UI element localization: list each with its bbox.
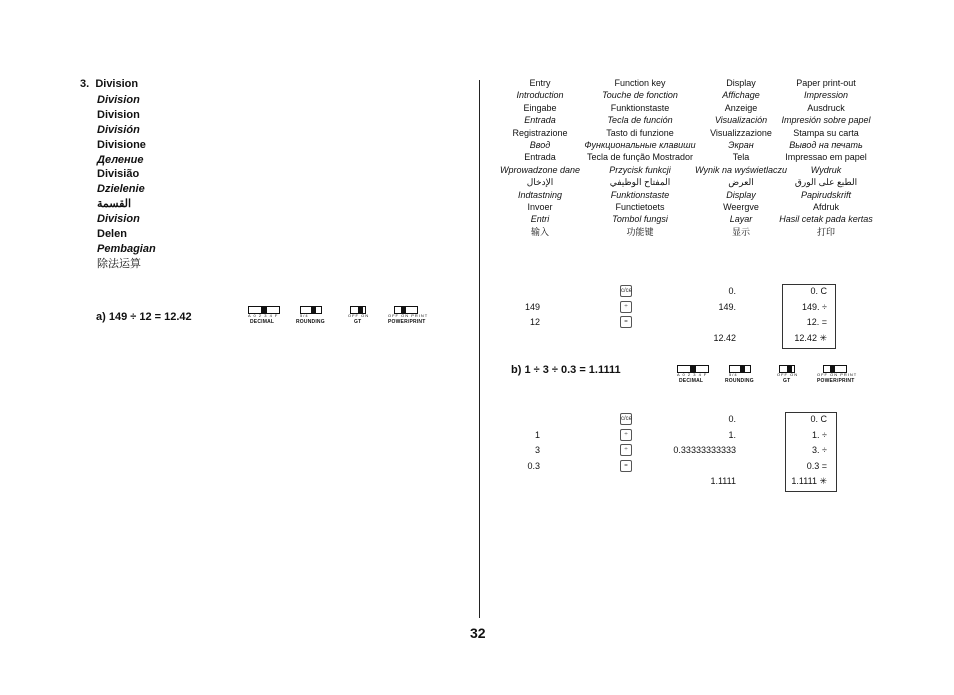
power-label: POWER/PRINT [388,319,426,325]
header-row [490,189,890,201]
page-number: 32 [470,625,486,641]
function-key-icon: ÷ [620,429,632,441]
tape-value: 1.1111 ✳ [791,476,827,486]
header-cell: Paper print-out [796,78,856,88]
display-value: 0. [728,286,736,296]
header-cell: Indtastning [517,189,563,200]
tape-value: 0.3 = [806,460,827,471]
gt-ticks: OFF ON [348,313,370,318]
language-title: Division [97,108,140,121]
header-cell: Funktionstaste [610,189,670,200]
display-value: 12.42 [713,332,736,343]
header-row [490,127,890,139]
header-cell: Функциональные клавиши [584,140,696,150]
header-cell: Layar [729,214,753,225]
header-cell: Wynik na wyświetlaczu [694,164,788,175]
tape-value: 3. ÷ [812,445,827,455]
decimal-ticks-b: A 0 2 3 4 F [677,372,708,377]
header-cell: Wydruk [810,164,842,175]
tape-value: 149. ÷ [802,301,827,312]
header-cell: Impresión sobre papel [781,115,871,126]
header-cell: Eingabe [523,102,557,113]
header-row [490,151,890,163]
gt-ticks-b: OFF ON [777,372,799,377]
tape-value: 0. C [810,414,827,424]
header-cell: Function key [614,78,666,88]
header-cell: Impression [803,90,849,101]
header-row [490,139,890,151]
header-cell: العرض [728,177,754,188]
header-cell: Invoer [527,202,553,212]
section-number: 3. [80,78,90,90]
function-key-icon: = [620,460,632,472]
power-ticks: OFF ON PRINT [388,313,429,318]
display-value: 1. [728,429,736,440]
header-cell: Visualización [714,115,768,126]
header-cell: Visualizzazione [710,127,772,138]
language-title: Деление [97,153,144,166]
display-value: 1.1111 [710,476,736,486]
function-key-icon: c/ce [620,285,632,297]
gt-label-b: GT [783,378,791,384]
tape-value: 12.42 ✳ [794,332,827,343]
rounding-label: ROUNDING [296,319,325,325]
header-cell: Tasto di funzione [606,127,674,138]
header-cell: Stampa su carta [793,127,859,138]
header-cell: 输入 [530,226,550,237]
header-cell: Papirudskrift [800,189,852,200]
header-cell: Impressao em papel [785,152,867,163]
language-title: 除法运算 [97,257,141,270]
language-title: Delen [97,228,127,241]
header-cell: Tecla de función [607,115,673,126]
header-cell: Entri [530,214,550,225]
example-a-tape [782,284,836,349]
rounding-ticks: 5/4 [300,313,309,318]
function-key-icon: = [620,316,632,328]
entry-value: 1 [534,429,540,440]
header-cell: Entrada [524,115,556,126]
header-cell: Przycisk funkcji [609,164,671,175]
section-heading [80,78,138,90]
tape-value: 0. C [810,286,827,296]
header-cell: Hasil cetak pada kertas [779,214,873,225]
header-cell: Wprowadzone dane [499,164,581,175]
header-cell: Display [726,78,756,88]
header-cell: Tombol fungsi [612,214,668,225]
header-row [490,213,890,225]
header-cell: Ausdruck [807,102,845,113]
language-list [97,93,237,272]
header-cell: المفتاح الوظيفي [609,177,671,188]
display-value: 0. [728,414,736,424]
language-title: Pembagian [97,242,156,255]
header-row [490,89,890,101]
header-cell: 显示 [731,226,751,237]
header-cell: Funktionstaste [610,102,670,113]
header-cell: Вывод на печать [789,140,863,150]
entry-value: 12 [529,317,540,327]
header-cell: Экран [728,140,754,150]
entry-value: 3 [534,445,540,455]
header-row [490,176,890,188]
entry-value: 149 [524,301,540,312]
rounding-label-b: ROUNDING [725,378,754,384]
power-label-b: POWER/PRINT [817,378,855,384]
example-a-label: a) 149 ÷ 12 = 12.42 [96,311,192,323]
example-b-tape [785,412,837,492]
header-cell: Ввод [529,140,551,150]
display-value: 149. [718,301,736,312]
header-cell: Touche de fonction [602,90,678,101]
header-row [490,164,890,176]
entry-value: 0.3 [527,460,540,471]
header-cell: Registrazione [512,127,568,138]
function-key-icon: ÷ [620,444,632,456]
header-cell: Tela [732,152,750,163]
section-title: Division [95,78,139,90]
header-cell: Entry [529,78,551,88]
example-b-label: b) 1 ÷ 3 ÷ 0.3 = 1.1111 [511,364,621,376]
decimal-label-b: DECIMAL [679,378,704,384]
tape-value: 12. = [806,317,827,327]
language-title: División [97,123,140,136]
language-title: القسمة [97,198,132,211]
header-row [490,114,890,126]
language-title: Divisião [97,168,140,181]
header-cell: Display [726,189,756,200]
rounding-ticks-b: 5/4 [729,372,738,377]
header-cell: Tecla de função Mostrador [586,152,694,163]
decimal-label: DECIMAL [250,319,275,325]
decimal-ticks: A 0 2 3 4 F [248,313,279,318]
display-value: 0.33333333333 [673,445,736,455]
header-cell: Functietoets [615,202,665,212]
header-cell: الإدخال [526,177,554,188]
language-title: Dzielenie [97,183,145,196]
column-divider [479,80,480,618]
header-cell: Entrada [524,152,556,163]
header-row [490,102,890,114]
header-row [490,77,890,89]
language-title: Division [97,213,140,226]
header-cell: Weergve [723,202,759,212]
header-cell: Introduction [516,90,564,101]
header-cell: الطبع على الورق [794,177,858,188]
power-ticks-b: OFF ON PRINT [817,372,858,377]
header-row [490,226,890,238]
header-cell: 打印 [816,226,836,237]
function-key-icon: c/ce [620,413,632,425]
language-title: Division [97,94,140,106]
header-cell: 功能键 [626,226,654,237]
language-title: Divisione [97,138,146,151]
header-row [490,201,890,213]
header-cell: Affichage [722,90,760,101]
header-cell: Anzeige [724,102,758,113]
gt-label: GT [354,319,362,325]
function-key-icon: ÷ [620,301,632,313]
header-cell: Afdruk [812,202,840,212]
tape-value: 1. ÷ [812,429,827,440]
